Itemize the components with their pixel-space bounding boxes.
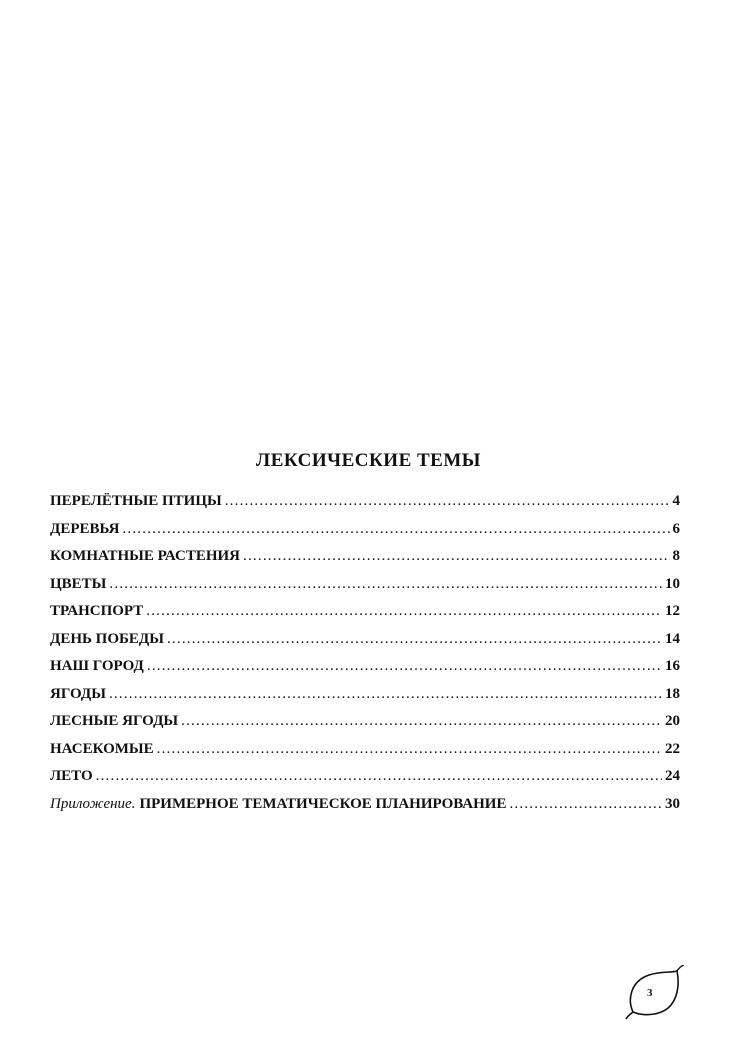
toc-entry-appendix[interactable] <box>50 796 680 824</box>
page-title: ЛЕКСИЧЕСКИЕ ТЕМЫ <box>256 450 481 471</box>
toc-entry-title: НАШ ГОРОД <box>50 658 144 674</box>
toc-entry-page: 18 <box>665 685 680 702</box>
toc-entry[interactable] <box>50 603 680 631</box>
toc-leader-dots <box>243 548 669 565</box>
toc-entry-page: 22 <box>665 740 680 757</box>
toc-entry-title: ТРАНСПОРТ <box>50 603 144 619</box>
toc-leader-dots <box>122 521 669 538</box>
toc-entry[interactable] <box>50 686 680 714</box>
toc-entry-title: ЦВЕТЫ <box>50 575 107 592</box>
toc-leader-dots <box>96 768 662 785</box>
toc-entry-page: 12 <box>665 603 680 619</box>
toc-entry-title: ЛЕТО <box>50 768 93 784</box>
toc-entry-page: 4 <box>672 493 680 509</box>
toc-entry-title: ДЕНЬ ПОБЕДЫ <box>50 630 164 647</box>
toc-leader-dots <box>109 576 662 593</box>
toc-leader-dots <box>225 493 670 510</box>
toc-entry-title: ЯГОДЫ <box>50 685 106 702</box>
toc-entry-page: 10 <box>665 575 680 592</box>
toc-entry-page: 6 <box>672 520 680 537</box>
toc-leader-dots <box>109 686 662 703</box>
toc-entry-title: НАСЕКОМЫЕ <box>50 740 154 757</box>
toc-entry-title <box>50 796 506 813</box>
toc-entry-title: ДЕРЕВЬЯ <box>50 520 120 537</box>
toc-entry-page: 8 <box>672 548 680 564</box>
toc-entry-title: ЛЕСНЫЕ ЯГОДЫ <box>50 713 179 729</box>
toc-entry[interactable] <box>50 713 680 741</box>
toc-entry[interactable] <box>50 768 680 796</box>
toc-entry-page: 24 <box>665 768 680 784</box>
toc-entry-page: 30 <box>665 795 680 812</box>
toc-entry-title: КОМНАТНЫЕ РАСТЕНИЯ <box>50 548 241 564</box>
toc-leader-dots <box>181 713 662 730</box>
table-of-contents <box>50 493 680 823</box>
toc-leader-dots <box>157 741 662 758</box>
toc-entry-title: ПЕРЕЛЁТНЫЕ ПТИЦЫ <box>50 493 222 509</box>
toc-entry[interactable] <box>50 631 680 659</box>
toc-entry[interactable] <box>50 658 680 686</box>
toc-entry-page: 14 <box>665 630 680 647</box>
appendix-title: ПРИМЕРНОЕ ТЕМАТИЧЕСКОЕ ПЛАНИРОВАНИЕ <box>139 795 507 812</box>
leaf-icon <box>625 965 685 1020</box>
toc-entry[interactable] <box>50 521 680 549</box>
page-number: 3 <box>647 987 653 999</box>
toc-leader-dots <box>147 658 662 675</box>
toc-leader-dots <box>146 603 662 620</box>
toc-leader-dots <box>509 796 662 813</box>
toc-entry[interactable] <box>50 576 680 604</box>
appendix-prefix: Приложение. <box>50 795 136 812</box>
toc-leader-dots <box>167 631 662 648</box>
toc-entry-page: 16 <box>665 658 680 674</box>
toc-entry[interactable] <box>50 548 680 576</box>
toc-entry[interactable] <box>50 741 680 769</box>
toc-entry[interactable] <box>50 493 680 521</box>
toc-entry-page: 20 <box>665 713 680 729</box>
